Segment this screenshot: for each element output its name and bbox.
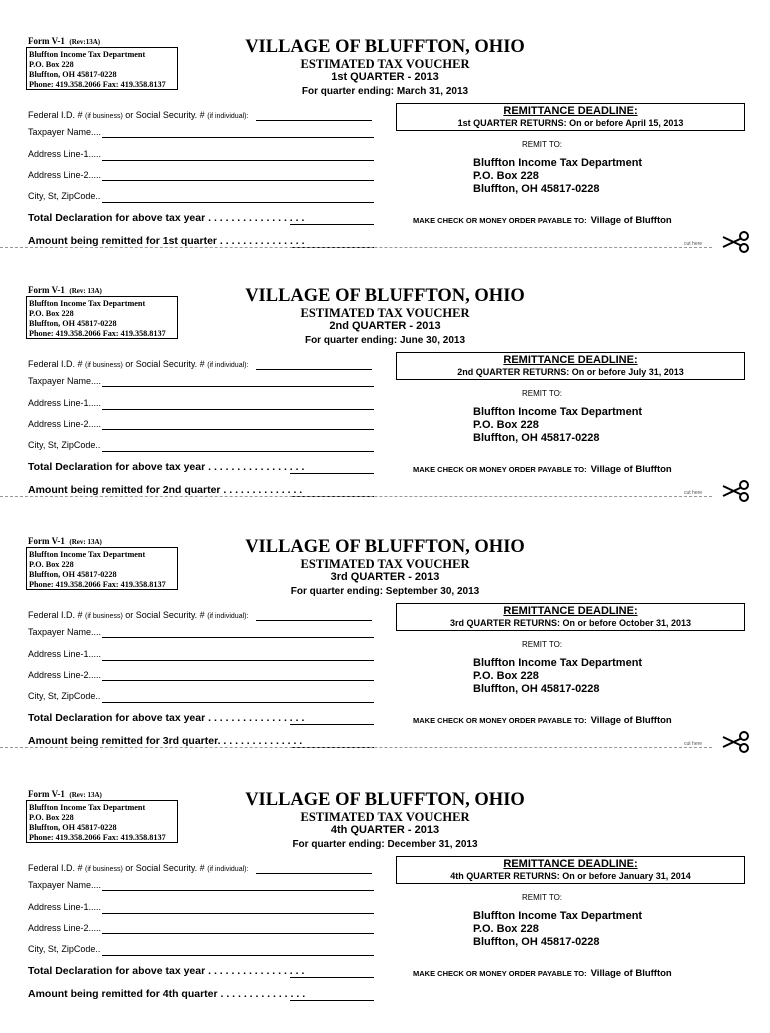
fed-id-input[interactable] — [256, 873, 372, 874]
dept-address-box — [26, 47, 178, 90]
fed-id-input[interactable] — [256, 369, 372, 370]
fed-id-label: Federal I.D. # (if business) or Social Security. # (if individual): — [28, 610, 249, 620]
address-line-2-label: Address Line-2..... — [28, 923, 102, 933]
remittance-deadline-date: 3rd QUARTER RETURNS: On or before October 31, 2013 — [449, 618, 692, 628]
remit-dept-box: P.O. Box 228 — [473, 923, 539, 935]
scissors-icon — [720, 230, 750, 254]
dept-phone: Phone: 419.358.2066 Fax: 419.358.8137 — [29, 580, 166, 589]
payable-note: MAKE CHECK OR MONEY ORDER PAYABLE TO: Village of Bluffton — [413, 464, 672, 475]
cut-line — [0, 496, 712, 497]
address-line-2-label: Address Line-2..... — [28, 419, 102, 429]
fed-id-label: Federal I.D. # (if business) or Social Security. # (if individual): — [28, 863, 249, 873]
dept-box: P.O. Box 228 — [29, 60, 74, 69]
address-line-2-label: Address Line-2..... — [28, 670, 102, 680]
address-line-1-label: Address Line-1..... — [28, 398, 102, 408]
dept-name: Bluffton Income Tax Department — [29, 50, 146, 59]
amount-remitted-input[interactable] — [290, 1000, 374, 1001]
dept-name: Bluffton Income Tax Department — [29, 550, 146, 559]
voucher-subtitle: ESTIMATED TAX VOUCHER — [300, 557, 470, 571]
remittance-deadline-date: 1st QUARTER RETURNS: On or before April 15, 2013 — [457, 118, 684, 128]
remittance-deadline-date: 2nd QUARTER RETURNS: On or before July 31, 2013 — [457, 367, 684, 377]
payable-note: MAKE CHECK OR MONEY ORDER PAYABLE TO: Village of Bluffton — [413, 715, 672, 726]
remit-dept-name: Bluffton Income Tax Department — [473, 657, 643, 669]
form-id: Form V-1 (Rev: 13A) — [28, 285, 102, 295]
quarter-label: 1st QUARTER - 2013 — [331, 71, 439, 83]
remittance-deadline-box — [396, 856, 745, 884]
remit-dept-name: Bluffton Income Tax Department — [473, 406, 643, 418]
amount-remitted-label: Amount being remitted for 1st quarter . . . . . . . . . . . . . . . — [28, 235, 305, 247]
fed-id-input[interactable] — [256, 620, 372, 621]
total-declaration-input[interactable] — [290, 473, 374, 474]
payable-to: Village of Bluffton — [590, 715, 672, 726]
quarter-ending: For quarter ending: September 30, 2013 — [290, 586, 480, 597]
remit-dept-city: Bluffton, OH 45817-0228 — [473, 936, 600, 948]
cut-line — [0, 747, 712, 748]
remit-dept-name: Bluffton Income Tax Department — [473, 157, 643, 169]
city-label: City, St, ZipCode.. — [28, 944, 101, 954]
address-line-1-label: Address Line-1..... — [28, 149, 102, 159]
remittance-deadline-box — [396, 603, 745, 631]
cut-here-label: cut here — [684, 490, 703, 496]
form-id: Form V-1 (Rev: 13A) — [28, 536, 102, 546]
amount-remitted-label: Amount being remitted for 3rd quarter. . . . . . . . . . . . . . . — [28, 735, 303, 747]
remittance-deadline-heading: REMITTANCE DEADLINE: — [503, 354, 638, 366]
dept-box: P.O. Box 228 — [29, 560, 74, 569]
quarter-label: 2nd QUARTER - 2013 — [329, 320, 441, 332]
dept-phone: Phone: 419.358.2066 Fax: 419.358.8137 — [29, 80, 166, 89]
voucher-section — [0, 30, 770, 280]
amount-remitted-label: Amount being remitted for 2nd quarter . . . . . . . . . . . . . . — [28, 484, 303, 496]
remit-dept-box: P.O. Box 228 — [473, 419, 539, 431]
fed-id-input[interactable] — [256, 120, 372, 121]
dept-phone: Phone: 419.358.2066 Fax: 419.358.8137 — [29, 329, 166, 338]
total-declaration-label: Total Declaration for above tax year . . . . . . . . . . . . . . . . . — [28, 461, 305, 473]
address-line-2-label: Address Line-2..... — [28, 170, 102, 180]
remittance-deadline-heading: REMITTANCE DEADLINE: — [503, 858, 638, 870]
taxpayer-input[interactable] — [102, 890, 374, 891]
dept-phone: Phone: 419.358.2066 Fax: 419.358.8137 — [29, 833, 166, 842]
taxpayer-label: Taxpayer Name.... — [28, 127, 102, 137]
voucher-subtitle: ESTIMATED TAX VOUCHER — [300, 57, 470, 71]
city-input[interactable] — [102, 955, 374, 956]
voucher-title: VILLAGE OF BLUFFTON, OHIO — [245, 37, 525, 57]
payable-note: MAKE CHECK OR MONEY ORDER PAYABLE TO: Village of Bluffton — [413, 215, 672, 226]
total-declaration-label: Total Declaration for above tax year . . . . . . . . . . . . . . . . . — [28, 212, 305, 224]
voucher-section — [0, 530, 770, 780]
total-declaration-label: Total Declaration for above tax year . . . . . . . . . . . . . . . . . — [28, 712, 305, 724]
quarter-label: 3rd QUARTER - 2013 — [330, 571, 440, 583]
remit-address — [473, 910, 642, 949]
total-declaration-input[interactable] — [290, 224, 374, 225]
taxpayer-input[interactable] — [102, 386, 374, 387]
taxpayer-label: Taxpayer Name.... — [28, 376, 102, 386]
remit-address — [473, 406, 642, 445]
dept-city: Bluffton, OH 45817-0228 — [29, 319, 117, 328]
remittance-deadline-heading: REMITTANCE DEADLINE: — [503, 105, 638, 117]
voucher-section — [0, 783, 770, 1033]
total-declaration-input[interactable] — [290, 724, 374, 725]
voucher-title: VILLAGE OF BLUFFTON, OHIO — [245, 537, 525, 557]
quarter-ending: For quarter ending: June 30, 2013 — [304, 335, 466, 346]
address-line-1-input[interactable] — [102, 660, 374, 661]
remit-dept-city: Bluffton, OH 45817-0228 — [473, 183, 600, 195]
amount-remitted-label: Amount being remitted for 4th quarter . . . . . . . . . . . . . . . — [28, 988, 306, 1000]
address-line-1-input[interactable] — [102, 160, 374, 161]
cut-line — [0, 247, 712, 248]
payable-to: Village of Bluffton — [590, 968, 672, 979]
payable-to: Village of Bluffton — [590, 464, 672, 475]
remit-address — [473, 657, 642, 696]
voucher-title: VILLAGE OF BLUFFTON, OHIO — [245, 286, 525, 306]
total-declaration-input[interactable] — [290, 977, 374, 978]
dept-box: P.O. Box 228 — [29, 813, 74, 822]
cut-here-label: cut here — [684, 241, 703, 247]
remit-dept-box: P.O. Box 228 — [473, 670, 539, 682]
taxpayer-input[interactable] — [102, 137, 374, 138]
address-line-1-label: Address Line-1..... — [28, 902, 102, 912]
remittance-deadline-date: 4th QUARTER RETURNS: On or before January 31, 2014 — [450, 871, 691, 881]
dept-city: Bluffton, OH 45817-0228 — [29, 70, 117, 79]
city-label: City, St, ZipCode.. — [28, 440, 101, 450]
scissors-icon — [720, 730, 750, 754]
dept-address-box — [26, 547, 178, 590]
payable-note: MAKE CHECK OR MONEY ORDER PAYABLE TO: Village of Bluffton — [413, 968, 672, 979]
remit-dept-city: Bluffton, OH 45817-0228 — [473, 683, 600, 695]
remit-to-label: REMIT TO: — [522, 389, 563, 398]
fed-id-label: Federal I.D. # (if business) or Social Security. # (if individual): — [28, 110, 249, 120]
city-input[interactable] — [102, 702, 374, 703]
remit-to-label: REMIT TO: — [522, 140, 563, 149]
dept-name: Bluffton Income Tax Department — [29, 299, 146, 308]
quarter-ending: For quarter ending: March 31, 2013 — [301, 86, 469, 97]
cut-here-label: cut here — [684, 741, 703, 747]
dept-box: P.O. Box 228 — [29, 309, 74, 318]
city-input[interactable] — [102, 451, 374, 452]
taxpayer-input[interactable] — [102, 637, 374, 638]
voucher-subtitle: ESTIMATED TAX VOUCHER — [300, 810, 470, 824]
address-line-2-input[interactable] — [102, 180, 374, 181]
fed-id-label: Federal I.D. # (if business) or Social Security. # (if individual): — [28, 359, 249, 369]
remit-to-label: REMIT TO: — [522, 893, 563, 902]
remittance-deadline-heading: REMITTANCE DEADLINE: — [503, 605, 638, 617]
dept-city: Bluffton, OH 45817-0228 — [29, 570, 117, 579]
remit-dept-box: P.O. Box 228 — [473, 170, 539, 182]
scissors-icon — [720, 479, 750, 503]
address-line-1-input[interactable] — [102, 913, 374, 914]
city-input[interactable] — [102, 202, 374, 203]
remit-to-label: REMIT TO: — [522, 640, 563, 649]
city-label: City, St, ZipCode.. — [28, 691, 101, 701]
address-line-2-input[interactable] — [102, 429, 374, 430]
total-declaration-label: Total Declaration for above tax year . . . . . . . . . . . . . . . . . — [28, 965, 305, 977]
address-line-2-input[interactable] — [102, 933, 374, 934]
taxpayer-label: Taxpayer Name.... — [28, 627, 102, 637]
form-id: Form V-1 (Rev: 13A) — [28, 789, 102, 799]
dept-city: Bluffton, OH 45817-0228 — [29, 823, 117, 832]
dept-name: Bluffton Income Tax Department — [29, 803, 146, 812]
voucher-section — [0, 279, 770, 529]
quarter-label: 4th QUARTER - 2013 — [330, 824, 440, 836]
taxpayer-label: Taxpayer Name.... — [28, 880, 102, 890]
remit-address — [473, 157, 642, 196]
city-label: City, St, ZipCode.. — [28, 191, 101, 201]
remit-dept-city: Bluffton, OH 45817-0228 — [473, 432, 600, 444]
remittance-deadline-box — [396, 352, 745, 380]
remit-dept-name: Bluffton Income Tax Department — [473, 910, 643, 922]
voucher-subtitle: ESTIMATED TAX VOUCHER — [300, 306, 470, 320]
form-id: Form V-1 (Rev:13A) — [28, 36, 101, 46]
dept-address-box — [26, 800, 178, 843]
voucher-title: VILLAGE OF BLUFFTON, OHIO — [245, 790, 525, 810]
address-line-1-label: Address Line-1..... — [28, 649, 102, 659]
payable-to: Village of Bluffton — [590, 215, 672, 226]
remittance-deadline-box — [396, 103, 745, 131]
quarter-ending: For quarter ending: December 31, 2013 — [292, 839, 478, 850]
dept-address-box — [26, 296, 178, 339]
address-line-2-input[interactable] — [102, 680, 374, 681]
address-line-1-input[interactable] — [102, 409, 374, 410]
